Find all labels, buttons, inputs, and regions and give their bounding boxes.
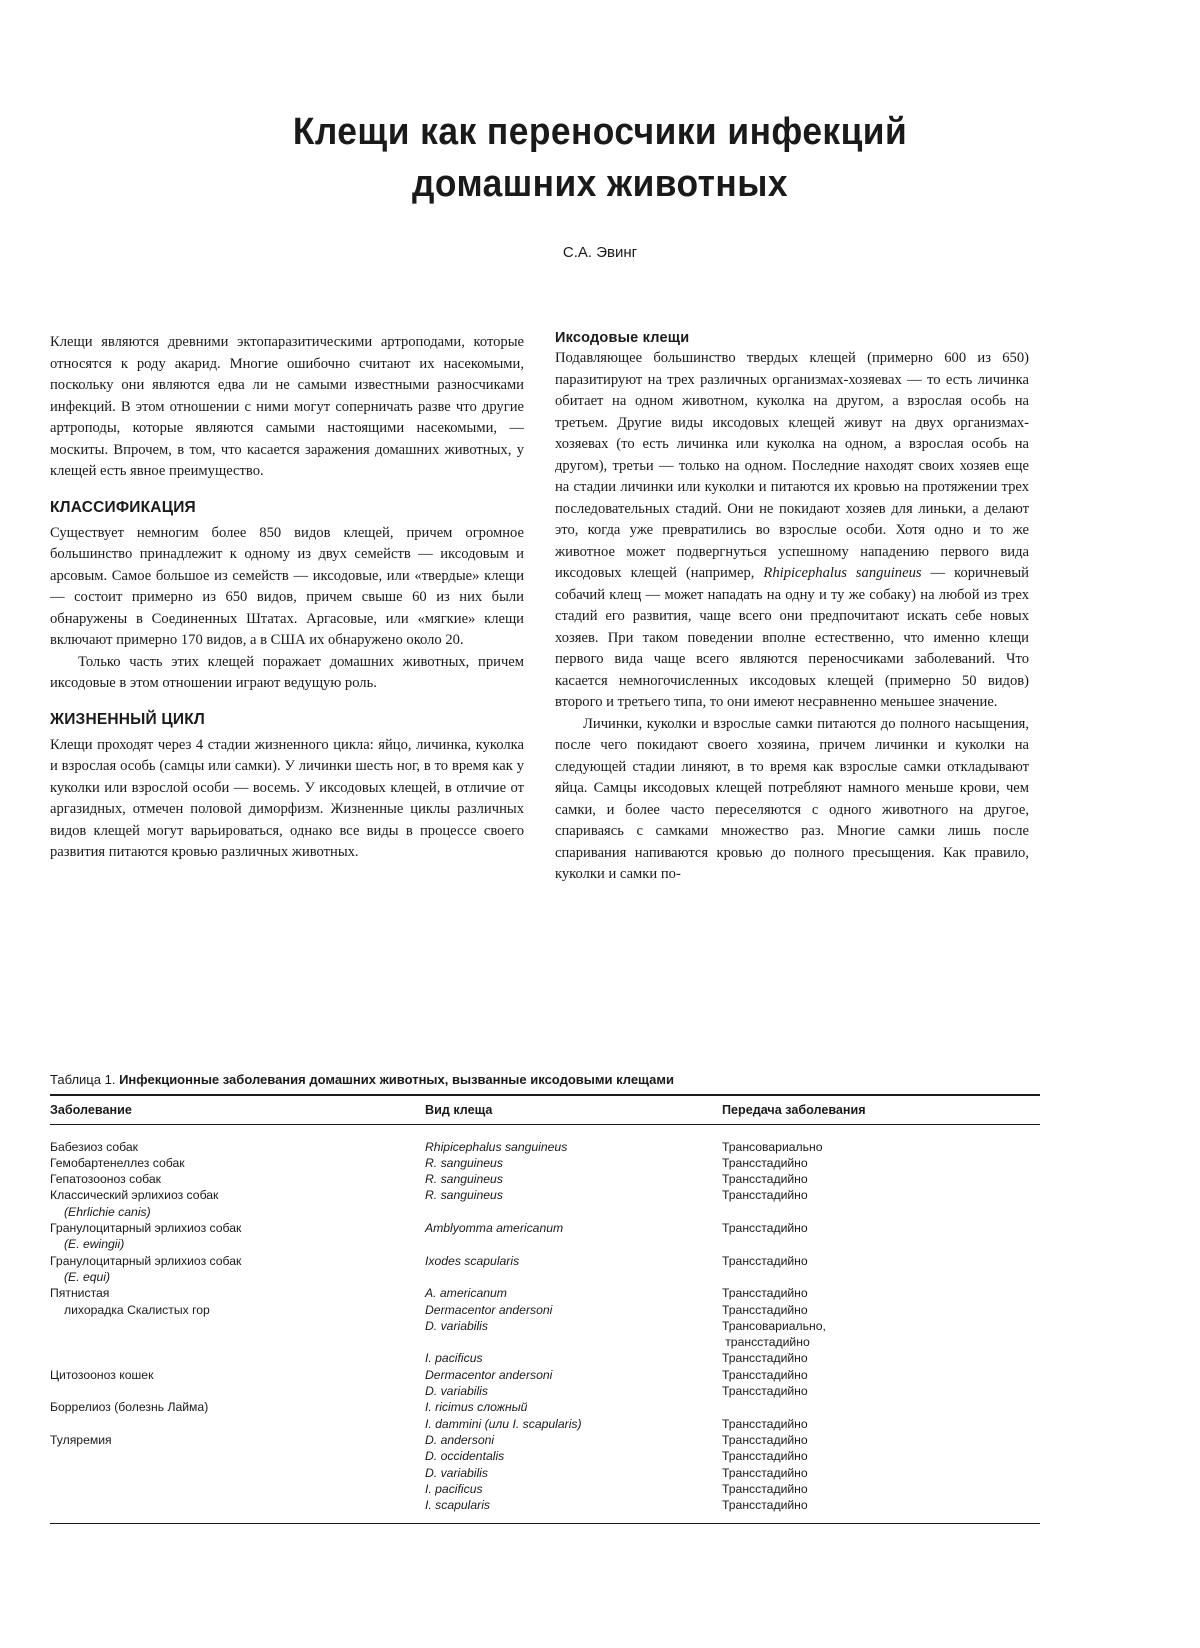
table-row: [50, 1448, 1040, 1464]
table-row: [50, 1302, 1040, 1318]
article-title: [0, 106, 1200, 210]
tick-species-cell: I. ricimus сложный: [425, 1400, 528, 1415]
table-body: [50, 1139, 1040, 1514]
table-header: [50, 1096, 1040, 1123]
disease-table: [50, 1072, 1040, 1524]
tick-species-cell: Amblyomma americanum: [425, 1221, 564, 1236]
life-cycle-paragraph: Клещи проходят через 4 стадии жизненного цикла: яйцо, личинка, куколка и взрослая особь (самцы или самки). У личинки шесть ног, в то время как у куколки или взрослой особи — восемь. У иксодовых клещей, в отличие от аргазидных, отмечен половой диморфизм. Жизненные циклы различных видов клещей могут варьироваться, однако все виды в процессе своего развития питаются кровью различных животных.: [50, 736, 524, 860]
disease-name: Пятнистая: [50, 1286, 110, 1301]
tick-species-cell: R. sanguineus: [425, 1172, 503, 1187]
disease-name: Туляремия: [50, 1432, 112, 1447]
table-row: [50, 1416, 1040, 1432]
table-row: [50, 1187, 1040, 1220]
table-row: [50, 1334, 1040, 1350]
disease-cell: [50, 1497, 425, 1513]
transmission-cell: Трансстадийно: [722, 1172, 808, 1187]
disease-cell: [50, 1155, 425, 1171]
transmission-cell: Трансстадийно: [722, 1155, 808, 1170]
transmission-cell: Трансстадийно: [722, 1384, 808, 1399]
ixodid-paragraph-1: [555, 348, 1029, 714]
tick-species-cell: I. dammini (или I. scapularis): [425, 1416, 582, 1431]
table-row: [50, 1350, 1040, 1366]
heading-classification: КЛАССИФИКАЦИЯ: [50, 498, 196, 516]
transmission-cell: Трансстадийно: [722, 1253, 808, 1268]
disease-cell: [50, 1383, 425, 1399]
tick-species-cell: I. pacificus: [425, 1481, 483, 1496]
disease-subname: (Ehrlichie canis): [64, 1204, 151, 1219]
disease-cell: [50, 1465, 425, 1481]
table-row: [50, 1318, 1040, 1334]
transmission-cell: Трансстадийно: [722, 1432, 808, 1447]
tick-species-cell: Dermacentor andersoni: [425, 1302, 553, 1317]
disease-cell: [50, 1399, 425, 1415]
disease-cell: [50, 1253, 425, 1286]
tick-species-cell: D. occidentalis: [425, 1449, 505, 1464]
heading-life-cycle: ЖИЗНЕННЫЙ ЦИКЛ: [50, 710, 205, 728]
disease-name: Бабезиоз собак: [50, 1139, 138, 1154]
table-row: [50, 1481, 1040, 1497]
table-row: [50, 1497, 1040, 1513]
disease-cell: [50, 1171, 425, 1187]
table-row: [50, 1171, 1040, 1187]
disease-cell: [50, 1448, 425, 1464]
table-row: [50, 1432, 1040, 1448]
species-name: Rhipicephalus sanguineus: [763, 565, 922, 581]
disease-cell: [50, 1432, 425, 1448]
disease-cell: [50, 1367, 425, 1383]
author: С.А. Эвинг: [562, 244, 638, 261]
disease-cell: [50, 1350, 425, 1366]
tick-species-cell: D. variabilis: [425, 1384, 488, 1399]
transmission-cell: Трансстадийно: [722, 1188, 808, 1203]
disease-name: Гемобартенеллез собак: [50, 1155, 185, 1170]
disease-cell: [50, 1139, 425, 1155]
title-line-1: Клещи как переносчики инфекций: [292, 111, 908, 153]
transmission-cell: Трансстадийно: [722, 1498, 808, 1513]
tick-species-cell: D. variabilis: [425, 1465, 488, 1480]
classification-paragraph-1: Существует немногим более 850 видов клещей, причем огромное большинство принадлежит к одному из двух семейств — иксодовым и арсовым. Самое большое из семейств — иксодовые, или «твердые» клещи — состоит примерно из 650 видов, причем свыше 60 из них были обнаружены в Соединенных Штатах. Аргасовые, или «мягкие» клещи включают примерно 170 видов, а в США их обнаружено около 20.: [50, 524, 524, 648]
disease-name: Гранулоцитарный эрлихиоз собак: [50, 1253, 242, 1268]
ixodid-text-a: Подавляющее большинство твердых клещей (примерно 600 из 650) паразитируют на трех различных организмах-хозяевах — то есть личинка обитает на одном животном, куколка на другом, а взрослая особь на третьем. Другие виды иксодовых клещей живут на двух организмах-хозяевах (то есть личинка или куколка на одном, а взрослая особь на другом), третьи — только на одном. Последние находят своих хозяев еще на стадии личинки или куколки и питаются их кровью на протяжении трех последовательных стадий. Они не покидают хозяев для линьки, а делают это, когда уже превратились во взрослые особи. Хотя одно и то же животное может подвергнуться успешному нападению первого вида иксодовых клещей (например,: [555, 350, 1029, 581]
transmission-cell: Трансстадийно: [722, 1367, 808, 1382]
transmission-cell: Трансстадийно: [722, 1221, 808, 1236]
disease-cell: [50, 1187, 425, 1220]
transmission-cell: Трансстадийно: [722, 1286, 808, 1301]
disease-name: Боррелиоз (болезнь Лайма): [50, 1400, 209, 1415]
heading-ixodid-ticks: Иксодовые клещи: [555, 330, 690, 346]
tick-species-cell: I. scapularis: [425, 1498, 491, 1513]
table-caption: [50, 1072, 1040, 1088]
table-bottom-rule: [50, 1523, 1040, 1524]
transmission-cell: трансстадийно: [725, 1335, 810, 1350]
table-header-rule: [50, 1124, 1040, 1125]
table-row: [50, 1155, 1040, 1171]
disease-subname: (E. equi): [64, 1269, 111, 1284]
tick-species-cell: Dermacentor andersoni: [425, 1367, 553, 1382]
ixodid-paragraph-2: Личинки, куколки и взрослые самки питаются до полного насыщения, после чего покидают своего хозяина, причем личинки и куколки на следующей стадии линяют, в то время как взрослые самки откладывают яйца. Самцы иксодовых клещей потребляют намного меньше крови, чем самки, и более часто переселяются с одного животного на другое, спариваясь с самками множество раз. Многие самки лишь после спаривания напиваются кровью до полного пресыщения. Как правило, куколки и самки по-: [555, 715, 1029, 882]
table-row: [50, 1367, 1040, 1383]
table-row: [50, 1383, 1040, 1399]
tick-species-cell: D. andersoni: [425, 1432, 495, 1447]
tick-species-cell: [421, 1334, 715, 1350]
ixodid-text-b: — коричневый собачий клещ — может нападать на одну и ту же собаку) на любой из трех стадий его развития, чаще всего они предпочитают искать себе новых хозяев. При таком поведении вполне естественно, что именно клещи первого вида чаще всего являются переносчиками заболеваний. Что касается немногочисленных иксодовых клещей (примерно 50 видов) второго и третьего типа, то они имеют несравненно меньшее значение.: [555, 565, 1029, 710]
tick-species-cell: A. americanum: [425, 1286, 507, 1301]
transmission-cell: Трансстадийно: [722, 1481, 808, 1496]
table-caption-prefix: Таблица 1.: [50, 1072, 116, 1087]
header-transmission: Передача заболевания: [722, 1103, 866, 1118]
tick-species-cell: Ixodes scapularis: [425, 1253, 520, 1268]
disease-name: Гепатозооноз собак: [50, 1172, 161, 1187]
disease-cell: [50, 1220, 425, 1253]
tick-species-cell: D. variabilis: [425, 1318, 488, 1333]
tick-species-cell: R. sanguineus: [425, 1188, 503, 1203]
disease-name: Гранулоцитарный эрлихиоз собак: [50, 1221, 242, 1236]
transmission-cell: Трансстадийно: [722, 1449, 808, 1464]
table-row: [50, 1399, 1040, 1415]
table-row: [50, 1285, 1040, 1301]
disease-cell: [50, 1481, 425, 1497]
transmission-cell: Трансстадийно: [722, 1302, 808, 1317]
disease-name: Цитозооноз кошек: [50, 1367, 154, 1382]
title-line-2: домашних животных: [411, 163, 789, 205]
intro-paragraph: Клещи являются древними эктопаразитическими артроподами, которые относятся к роду акарид. Многие ошибочно считают их насекомыми, поскольку они являются едва ли не самыми известными разносчиками инфекций. В этом отношении с ними могут соперничать разве что другие артроподы, которые являются самыми настоящими насекомыми, — москиты. Впрочем, в том, что касается заражения домашних животных, у клещей есть явное преимущество.: [50, 334, 524, 479]
disease-cell: [50, 1302, 425, 1318]
disease-cell: [50, 1285, 425, 1301]
transmission-cell: Трансстадийно: [722, 1351, 808, 1366]
transmission-cell: Трансстадийно: [722, 1416, 808, 1431]
disease-subname: лихорадка Скалистых гор: [64, 1302, 210, 1317]
disease-subname: (E. ewingii): [64, 1237, 125, 1252]
tick-species-cell: R. sanguineus: [425, 1155, 503, 1170]
disease-cell: [50, 1416, 425, 1432]
transmission-cell: Трансовариально,: [722, 1318, 826, 1333]
disease-cell: [50, 1334, 421, 1350]
tick-species-cell: Rhipicephalus sanguineus: [425, 1139, 568, 1154]
table-row: [50, 1220, 1040, 1253]
table-row: [50, 1253, 1040, 1286]
tick-species-cell: I. pacificus: [425, 1351, 483, 1366]
left-column: [50, 332, 524, 864]
transmission-cell: Трансовариально: [722, 1139, 823, 1154]
table-caption-title: Инфекционные заболевания домашних животных, вызванные иксодовыми клещами: [119, 1072, 675, 1087]
disease-name: Классический эрлихиоз собак: [50, 1188, 219, 1203]
table-row: [50, 1465, 1040, 1481]
transmission-cell: [722, 1399, 1040, 1415]
classification-paragraph-2: Только часть этих клещей поражает домашних животных, причем иксодовые в этом отношении играют ведущую роль.: [50, 653, 524, 691]
disease-cell: [50, 1318, 425, 1334]
header-disease: Заболевание: [50, 1103, 132, 1118]
table-row: [50, 1139, 1040, 1155]
header-tick-species: Вид клеща: [425, 1103, 493, 1118]
transmission-cell: Трансстадийно: [722, 1465, 808, 1480]
right-column: [555, 328, 1029, 886]
